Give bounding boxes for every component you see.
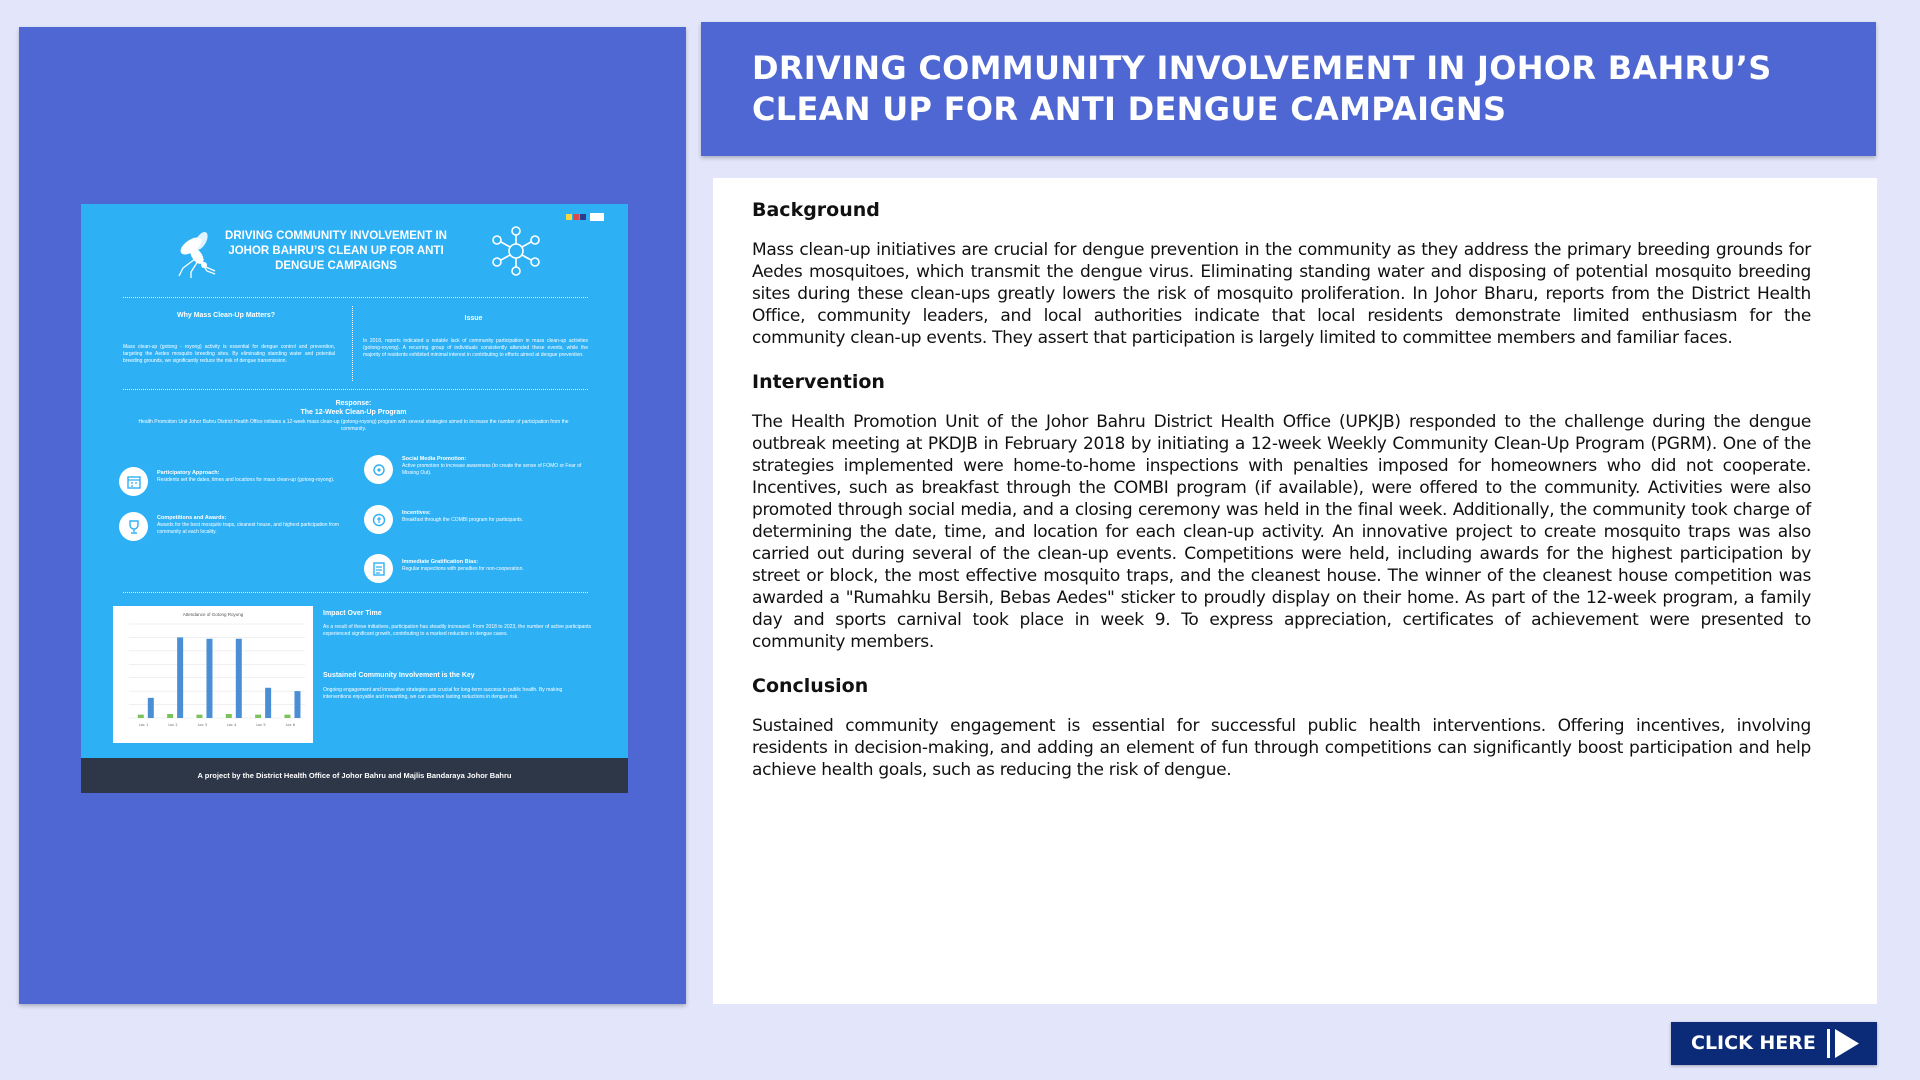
issue-heading: Issue	[464, 315, 483, 322]
incentive-icon	[364, 505, 393, 534]
strategy-title: Participatory Approach:	[157, 470, 220, 476]
strategy-text: Active promotion to increase awareness (to create the sense of FOMO or Fear of Missing Out).	[402, 463, 582, 476]
sustained-heading: Sustained Community Involvement is the Key	[323, 672, 475, 679]
poster-title: DRIVING COMMUNITY INVOLVEMENT IN JOHOR BAHRU’S CLEAN UP FOR ANTI DENGUE CAMPAIGNS	[225, 230, 447, 272]
poster-image[interactable]	[81, 204, 628, 793]
strategy-text: Regular inspections with penalties for non-cooperation.	[402, 566, 524, 572]
chart-tick-label: Loc 2	[168, 723, 178, 727]
chart-tick-label: Loc 5	[256, 723, 266, 727]
divider	[123, 297, 588, 298]
attendance-chart	[113, 606, 313, 743]
content-panel	[713, 178, 1877, 1004]
chart-bar	[236, 639, 242, 718]
header-banner	[701, 22, 1876, 156]
click-here-button[interactable]	[1671, 1022, 1877, 1065]
social-media-icon	[364, 455, 393, 484]
intervention-text: The Health Promotion Unit of the Johor Bahru District Health Office (UPKJB) responded to the challenge during the dengue outbreak meeting at PKDJB in February 2018 by initiating a 12-week Weekly Community Clean-Up Program (PGRM). One of the strategies implemented were home-to-home inspections with penalties imposed for homeowners who did not cooperate. Incentives, such as breakfast through the COMBI program (if available), were offered to the community. Activities were also promoted through social media, and a closing ceremony was held in the final week. Additionally, the community took charge of determining the date, time, and location for each clean-up activity. An innovative project to create mosquito traps was also carried out during several of the clean-up events. Competitions were held, including awards for the highest participation by street or block, the most effective mosquito traps, and the cleanest house. The winner of the cleanest house competition was awarded a "Rumahku Bersih, Bebas Aedes" sticker to proudly display on their home. As part of the 12-week program, a family day and sports carnival took place in week 9. To express appreciation, certificates of achievement were presented to community members.	[752, 412, 1811, 652]
trophy-icon	[119, 512, 148, 541]
strategy-item	[157, 470, 342, 484]
strategy-text: Breakfast through the COMBI program for participants.	[402, 517, 524, 523]
chart-bar	[196, 715, 202, 718]
strategy-item	[402, 510, 587, 524]
chart-tick-label: Loc 1	[139, 723, 149, 727]
strategy-text: Awards for the best mosquito traps, cleanest house, and highest participation from community at each locality.	[157, 522, 339, 535]
strategy-item	[157, 515, 342, 536]
strategy-title: Social Media Promotion:	[402, 456, 467, 462]
mosquito-icon	[171, 224, 221, 279]
chart-bar	[177, 637, 183, 718]
community-network-icon	[491, 226, 541, 276]
partner-logos-icon	[566, 212, 606, 222]
chart-bar	[265, 688, 271, 718]
page-title-line: DRIVING COMMUNITY INVOLVEMENT IN JOHOR BAHRU’S	[752, 49, 1772, 87]
click-here-label: CLICK HERE	[1691, 1032, 1816, 1054]
calendar-icon	[119, 467, 148, 496]
chart-bar	[148, 698, 154, 718]
article-body	[752, 198, 1811, 802]
divider	[352, 306, 353, 381]
divider	[123, 389, 588, 390]
response-heading: Response:	[335, 400, 372, 407]
response-subheading: The 12-Week Clean-Up Program	[300, 409, 407, 416]
strategy-text: Residents set the dates, times and locations for mass clean-up (gotong-royong).	[157, 477, 335, 483]
poster-panel	[19, 27, 686, 1004]
chart-tick-label: Loc 6	[285, 723, 295, 727]
impact-heading: Impact Over Time	[323, 610, 382, 617]
strategy-title: Incentives:	[402, 510, 431, 516]
page-title-line: CLEAN UP FOR ANTI DENGUE CAMPAIGNS	[752, 90, 1507, 128]
poster-footer: A project by the District Health Office of Johor Bahru and Majlis Bandaraya Johor Bahru	[81, 758, 628, 793]
divider	[123, 592, 588, 593]
strategy-title: Immediate Gratification Bias:	[402, 559, 479, 565]
sustained-text: Ongoing engagement and innovative strategies are crucial for long-term success in public health. By making interventions enjoyable and rewarding, we can achieve lasting reductions in dengue risk.	[323, 687, 563, 700]
why-heading: Why Mass Clean-Up Matters?	[176, 312, 276, 319]
chart-tick-label: Loc 3	[197, 723, 207, 727]
strategy-item	[402, 456, 587, 477]
conclusion-heading: Conclusion	[752, 675, 869, 697]
chart-bar	[255, 715, 261, 718]
chart-bar	[138, 715, 144, 718]
strategy-title: Competitions and Awards:	[157, 515, 227, 521]
impact-text: As a result of these initiatives, participation has steadily increased. From 2018 to 2023, the number of active participants experienced significant growth, contributing to a marked reduction in dengue cases.	[323, 624, 591, 637]
background-heading: Background	[752, 199, 880, 221]
chart-title: Attendance of Gotong Royong	[182, 612, 244, 617]
chart-bar	[294, 691, 300, 718]
strategy-item	[402, 559, 587, 573]
chart-bar	[206, 639, 212, 718]
chart-bar	[226, 714, 232, 718]
intervention-heading: Intervention	[752, 371, 885, 393]
page-title	[752, 48, 1852, 130]
why-text: Mass clean-up (gotong - royong) activity is essential for dengue control and prevention, targeting the Aedes mosquito breeding sites. By eliminating standing water and potential breeding grounds, we significantly reduce the risk of dengue transmission.	[123, 344, 335, 364]
background-text: Mass clean-up initiatives are crucial for dengue prevention in the community as they address the primary breeding grounds for Aedes mosquitoes, which transmit the dengue virus. Eliminating standing water and disposing of potential mosquito breeding sites during these clean-ups greatly lowers the risk of mosquito proliferation. In Johor Bharu, reports from the District Health Office, community leaders, and local authorities indicate that local residents demonstrate limited enthusiasm for the community clean-up events. They assert that participation is largely limited to committee members and familiar faces.	[752, 240, 1811, 348]
conclusion-text: Sustained community engagement is essential for successful public health interventions. Offering incentives, involving residents in decision-making, and adding an element of fun through competitions can significantly boost participation and help achieve health goals, such as reducing the risk of dengue.	[752, 716, 1811, 780]
play-arrow-icon	[1826, 1027, 1862, 1060]
response-text: Health Promotion Unit Johor Bahru District Health Office initiates a 12-week mass clean-up (gotong-royong) program with several strategies aimed to increase the number of participation from the community.	[138, 419, 569, 432]
chart-bar	[167, 714, 173, 718]
chart-bar	[284, 715, 290, 718]
issue-text: In 2018, reports indicated a notable lack of community participation in mass clean-up activities (gotong-royong). A recurring group of individuals consistently attended these events, while the majority of residents exhibited minimal interest in contributing to efforts aimed at dengue prevention.	[363, 338, 588, 358]
chart-tick-label: Loc 4	[227, 723, 237, 727]
checklist-icon	[364, 554, 393, 583]
